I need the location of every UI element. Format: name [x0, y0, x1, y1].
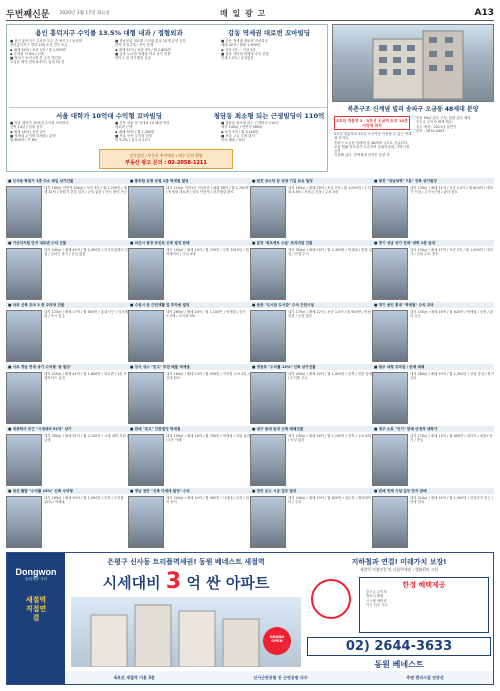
- listing-title: ■ 청주 소호 "인기" 판매 안정적 대학가: [372, 426, 494, 432]
- ad-column-3: [221, 39, 325, 60]
- body-line: 5호선 개롱역과 3호선 오금역을 이용할 수 있는 역세권 단지로,: [334, 132, 412, 141]
- listing-item: [6, 302, 128, 364]
- ad-line: ■ 정성구 포커스랑 간 주식 명건물: [10, 56, 62, 61]
- listing-title: ■ 가산디지털 단지 대로변 수익 건물: [6, 240, 128, 246]
- issue-date: 2020년 3월 17일 화요일: [59, 11, 110, 16]
- listing-title: ■ 풍부한 유명 상권 1층 역세권 빌딩: [128, 178, 250, 184]
- listing-item: [128, 302, 250, 364]
- listing-photo: [6, 186, 42, 238]
- listing-text: 대지 280㎡ / 매매 33억 / 월 1,350만 / 상권 중심 / 장기 임차: [410, 372, 494, 381]
- bottom-banner: [6, 552, 494, 685]
- apartment-illustration: [71, 597, 301, 667]
- headline-number: 3: [165, 569, 182, 594]
- listing-text: 대지 300㎡ / 매매 55억 / 월 2,300만 / 역세권 / 병원 입점 / 안정 수익: [288, 248, 372, 257]
- listing-photo: [250, 310, 286, 362]
- ad-line: 대로변 근생: [115, 125, 133, 130]
- ad-column-4: [10, 121, 110, 142]
- listing-item: [128, 426, 250, 488]
- listing-photo: [372, 434, 408, 486]
- listing-text: 대지 145㎡ / 매매 16억 / 월 620만 / 역세권 / 신축 / 관리 우수: [410, 310, 493, 319]
- benefit-item: 시스템 에어컨: [366, 598, 387, 603]
- section-title: 매 일 광 고: [220, 8, 267, 18]
- ad-line: ■ 강동 지하철 역세권 수익 건물: [221, 51, 269, 56]
- listing-item: [372, 488, 494, 550]
- listing-photo: [6, 248, 42, 300]
- ad-line: ■ 경남공업 대로변 수익형 통상 10개 분양 공간: [115, 39, 186, 43]
- listing-title: ■ 경남 천안 "신축 다세대 빌딩" 수익: [128, 488, 250, 494]
- listing-text: 대지 240㎡ / 매매 19억 / 월 820만 / 업무용 / 엘리베이터 / 주차: [288, 496, 371, 505]
- ad-line: ◆ 수익률 약 8% / 신축: [10, 51, 45, 56]
- body-line: 전용 59㎡ 위주 구성, 남향 위주 배치.: [416, 116, 472, 120]
- apartment-body-right: [416, 116, 494, 133]
- body-line: 송파구 오금동 일대에 총 48세대 규모로 공급된다.: [334, 140, 409, 145]
- listing-title: ■ 경기 용인 홍대 "역세권" 수익 꼬마: [372, 302, 494, 308]
- ad-line: ■ 청담동 최소형 되는 근생빌딩 110억: [221, 121, 279, 125]
- brand-bottom: 동원 베네스트: [374, 660, 424, 669]
- vertical-tagline: 새절역 직접연결: [25, 596, 47, 622]
- listing-text: 대지 130㎡ / 매매 21억 / 보증 1.5억 / 월 800만 / 대학가 인접 / 주거+근생 / 관리 양호: [410, 186, 493, 195]
- listing-item: [6, 426, 128, 488]
- ad-section-title-2: 청담동 최소형 되는 근생빌딩이 110억: [213, 112, 325, 120]
- ad-line: ■ 공장 도로변 역세권 학교 상가 건물: [115, 51, 171, 56]
- listing-photo: [6, 434, 42, 486]
- ad-line: ◆ 메매 52억 / 보증 3억 / 월 2,800만: [115, 47, 171, 52]
- listing-photo: [372, 248, 408, 300]
- listing-photo: [128, 496, 164, 548]
- benefit-item: 발코니 확장: [366, 594, 384, 599]
- listing-title: ■ 수원시 원 근린생활 업 투자용 빌딩: [128, 302, 250, 308]
- listing-text: 대지 330㎡ / 매매 51억 / 월 2,100만 / 시세 대비 저렴 / 급매: [44, 434, 128, 443]
- listing-text: 대지 165㎡ / 매매 29억 / 보증 2억 / 월 1,050만 / 수익률 4.5% / 신축급 건물 / 주차 5대: [288, 186, 371, 195]
- listing-title: ■ 천안 온수 시공 업무 빌딩: [250, 488, 372, 494]
- listing-title: ■ 대구 동대 임대 신축 매매건물: [250, 426, 372, 432]
- listing-title: ■ 대선 활발 "수익률 12%" 신축 수익형: [6, 488, 128, 494]
- body-line: 교통·생활 인프라가 우수하며 올림픽공원, 가락시장 등이: [334, 144, 410, 154]
- listing-photo: [128, 248, 164, 300]
- listing-photo: [128, 372, 164, 424]
- listing-title: ■ 분당 '최초센트 수급' 프리미엄 건물: [250, 240, 372, 246]
- benefits-box: [359, 577, 489, 633]
- listing-text: 대지 220㎡ / 매매 41억 / 월 1,800만 / 대로변 / 1층 프랜차이즈 입점: [44, 372, 127, 381]
- ad-line: ■ 역세권 수익형 다세대 / 분양: [10, 133, 56, 138]
- notice-phone: 부동산 광고 문의 : 02-2058-1211: [125, 160, 207, 166]
- listing-item: [372, 302, 494, 364]
- listing-photo: [372, 186, 408, 238]
- listing-item: [6, 364, 128, 426]
- brand-logo: Dongwon: [15, 567, 57, 577]
- listing-item: [372, 240, 494, 302]
- listing-item: [6, 240, 128, 302]
- benefit-item: 중도금 무이자: [366, 590, 387, 594]
- banner-right-title: 지하철과 연결! 미래가치 보장!: [351, 558, 447, 566]
- page-number: A13: [474, 8, 494, 18]
- ad-column-6: [221, 121, 325, 142]
- listing-title: ■ 동판 "도서관 도서관" 수익 근린시설: [250, 302, 372, 308]
- top-left-ad: [6, 24, 328, 172]
- body-line: 인접해 있다. 잔여세대 선착순 분양 중.: [334, 153, 391, 158]
- listing-text: 대지 170㎡ / 매매 15억 / 월 600만 / 대학가 / 원룸+상가 / 만실: [410, 434, 493, 443]
- banner-footer: [65, 671, 493, 684]
- listing-text: 대지 120㎡ / 매매 17억 / 월 650만 / 홍대 인근 / 리모델링 / 즉시 입주: [44, 310, 129, 319]
- listing-text: 대지 180㎡ 연면적 540㎡ / 보증 3억 / 월 1,200만 / 매매 32억 / 학원가 중심 입지 / 공실 없음 / 즉시 계약 가능: [44, 186, 127, 195]
- listing-grid: [6, 178, 494, 548]
- listing-text: 대지 260㎡ / 매매 24억 / 월 1,100만 / 역세권 / 상가+주택 / 수익률 5%: [166, 310, 246, 319]
- listing-photo: [250, 496, 286, 548]
- apartment-sub: 5호선 개롱역 3 · 5호선 오금역 도보 10분 거리에 위치: [334, 116, 410, 130]
- listing-title: ■ 서초 경남 연세 상가 수익형 '용 빌딩': [6, 364, 128, 370]
- listing-item: [250, 240, 372, 302]
- grand-open-label: GRAND OPEN: [269, 635, 285, 643]
- listing-text: 대지 155㎡ / 매매 19억 / 월 750만 / 신축 2019년 / 엘리베이터 / 주차 4대: [166, 248, 249, 257]
- ad-line: ◆ 지하 1층 ~ 지상 5층: [221, 47, 256, 52]
- top-right-ad: [332, 24, 494, 174]
- listing-title: ■ 판매 전체 시설 업무 단지 판매: [372, 488, 494, 494]
- ad-line: ■ 서울 대학가 10억대 수익형 꼬마빌딩: [10, 121, 69, 125]
- footer-item: 6호선 새절역 이용 3분: [114, 674, 155, 680]
- listing-photo: [128, 434, 164, 486]
- listing-title: ■ 마포 신축 꼬마 2 층 주차장 건물: [6, 302, 128, 308]
- ad-column-1: [10, 39, 110, 65]
- ad-line: ◆ 보증 5억 / 월 3,500만: [221, 129, 259, 134]
- listing-item: [6, 178, 128, 240]
- red-seal-icon: [311, 579, 351, 619]
- banner-kicker: 은평구 신사동 트리플역세권! 동원 베네스트 새절역: [107, 558, 265, 566]
- ad-section-title: 서울 대학가 10억대 수익형 꼬마빌딩: [55, 112, 162, 120]
- body-line: 중도금 무이자 혜택 제공.: [416, 120, 454, 125]
- listing-text: 대지 310㎡ / 매매 35억 / 월 1,500만 / 산업단지 인근 / 안정 임차: [410, 496, 493, 505]
- ad-line: 대지 140㎡ / 연면적 560㎡: [221, 125, 263, 130]
- listing-text: 대지 200㎡ / 매매 14억 / 월 580만 / 다세대 / 신축 / 관리 용이: [166, 496, 249, 505]
- listing-title: ■ 강서 성수 "웃고" 추천 매물 역세권: [128, 364, 250, 370]
- listing-photo: [6, 372, 42, 424]
- listing-title: ■ 판매 "로고" 간판빌딩 역세권: [128, 426, 250, 432]
- listing-text: 대지 230㎡ / 매매 26억 / 월 1,150만 / 신축 / 주차 6대 / 공실 없음: [288, 434, 371, 443]
- listing-photo: [250, 434, 286, 486]
- apartment-rendering: [71, 597, 301, 667]
- masthead: [6, 6, 494, 20]
- ad-line: ◆ 매매 34억 / 보증 1억 / 월 1,500만: [10, 47, 66, 52]
- header-rule: [6, 20, 494, 21]
- brand-sub: 동원개발 시티: [25, 577, 47, 581]
- listing-title: ■ 경기 성남 상가 전체 '대학 1층 임대': [372, 240, 494, 246]
- listing-photo: [372, 372, 408, 424]
- listing-title: ■ 마산시 광장 포인트 신축 빌딩 판매: [128, 240, 250, 246]
- listing-text: 대지 150㎡ / 매매 18억 / 월 700만 / 역세권 / 간판 효과 / 1층 카페: [166, 434, 251, 443]
- ad-line: 용인흥덕지구 경하 100 호실 전부 소유: [10, 43, 68, 48]
- listing-item: [250, 426, 372, 488]
- ad-line: 주업동 매각 전세 8.5억 / 임대 10 건: [10, 60, 65, 65]
- ad-line: 연세 1.2억 / 공실없음: [221, 56, 254, 61]
- ad-column-5: [115, 121, 215, 142]
- ad-line: ■ 서울 고급 주택 대지: [221, 133, 255, 138]
- listing-text: 대지 160㎡ / 매매 23억 / 월 950만 / 지하철 도보 3분 / 임대 완료: [166, 372, 249, 381]
- apartment-body-left: [334, 132, 412, 158]
- headline-post: 억 싼 아파트: [186, 574, 270, 592]
- building-photo: [332, 24, 494, 102]
- listing-title: ■ 신사동 학원가 1층 주소 매입 상가건물: [6, 178, 128, 184]
- ad-line: 잔여 호실 2개 / 전속 중개: [115, 43, 154, 48]
- listing-title: ■ 영등포 "수익률 13%" 신축 상가건물: [250, 364, 372, 370]
- ad-line: 바닥 1 건 리모델링 준공: [115, 56, 151, 61]
- notice-text: 장기상담 / 부동산 추천매물 / 매수 문의 환영: [129, 153, 203, 158]
- phone-number: 02) 2644-3633: [307, 637, 491, 656]
- listing-text: 대지 175㎡ / 매매 22억 / 보증 1.5억 / 월 900만 / 학원 밀집 / 공실 없음: [288, 310, 371, 319]
- listing-item: [372, 364, 494, 426]
- listing-photo: [6, 310, 42, 362]
- ad-line: 매매 42억 / 월세 1,900만: [221, 43, 261, 48]
- contact-notice: [99, 149, 233, 169]
- listing-item: [128, 488, 250, 550]
- listing-photo: [372, 496, 408, 548]
- listing-photo: [372, 310, 408, 362]
- ad-line: 단독 매물 / 협의: [221, 138, 246, 143]
- banner-headline: [71, 569, 301, 594]
- newspaper-logo: 두번째신문: [6, 9, 50, 20]
- ad-title: 용인 흥덕지구 수익률 13.5% 대형 내과 / 정형외과: [35, 29, 183, 37]
- ad-line: 월 600만 / 연 6%: [10, 138, 38, 143]
- listing-item: [372, 426, 494, 488]
- listing-item: [128, 178, 250, 240]
- building-illustration: [333, 25, 495, 103]
- ad-line: ■ 서울 신축 수익형 빌딩: [115, 133, 152, 138]
- ad-line: 신축 14년 / 임대 전부: [10, 125, 43, 130]
- apartment-title: 북촌구조 신계념 빌리 송파구 오금동 48세대 분양: [347, 106, 479, 113]
- ad-line: ◆ 매매 14억 / 보증 2억: [10, 129, 46, 134]
- headline-pre: 시세대비: [102, 574, 161, 592]
- listing-title: ■ 광진 "성남대역" 7분" 건축 상가빌딩: [372, 178, 494, 184]
- benefits-title: 한정 혜택제공: [402, 581, 446, 589]
- benefit-item: 즉시 입주 가능: [366, 602, 388, 607]
- listing-title: ■ 원진 코스닥 등 상장 기업 보유 빌딩: [250, 178, 372, 184]
- listing-photo: [6, 496, 42, 548]
- ad-line: 연 5.2% / 실투자 12억: [115, 138, 150, 143]
- listing-text: 대지 185㎡ / 매매 20억 / 월 1,000만 / 신축 / 수익률 12% / 역세권: [44, 496, 124, 505]
- listing-photo: [250, 186, 286, 238]
- listing-item: [128, 240, 250, 302]
- footer-item: 신사근린공원 등 근린공원 다수: [253, 674, 308, 680]
- ad-line: ◆ 매매 30억 / 월 1,300만: [115, 129, 155, 134]
- footer-item: 주변 편의시설 연장선: [406, 674, 444, 680]
- listing-item: [250, 178, 372, 240]
- ad-line: ■ 강북 서울 경 임대료 10 메매 빌딩: [115, 121, 170, 125]
- listing-text: 대지 210㎡ 지하1층 지상5층 / 매매 38억 / 월 1,700만 / 역세권 대로변 / 임차 안정적 / 리모델링 완료: [166, 186, 249, 195]
- listing-title: ■ 세종학사 부근 "시세대비 51억" 상가: [6, 426, 128, 432]
- body-line: 문의 : 1670-4453: [416, 128, 445, 133]
- listing-text: 대지 240㎡ / 매매 45억 / 월 2,000만 / 지식산업센터 인접 / 임차인 장기 / 공실 없음: [44, 248, 128, 257]
- listing-item: [128, 364, 250, 426]
- body-line: 입주 예정 : 2021년 상반기: [416, 124, 457, 129]
- brand-panel: [7, 553, 65, 684]
- listing-text: 대지 200㎡ / 매매 30억 / 월 1,450만 / 신축 / 전층 임대 / 수익률 우수: [288, 372, 372, 381]
- listing-item: [250, 302, 372, 364]
- listing-text: 대지 190㎡ / 매매 27억 / 보증 2억 / 월 1,000만 / 대학가 / 임대 수요 풍부: [410, 248, 493, 257]
- listing-item: [6, 488, 128, 550]
- listing-photo: [128, 186, 164, 238]
- listing-title: ■ 광주 대형 프라임 / 판매 매매: [372, 364, 494, 370]
- listing-photo: [250, 372, 286, 424]
- listing-item: [250, 488, 372, 550]
- listing-photo: [250, 248, 286, 300]
- banner-right-sub: 새절역 직접연결 및 더블역세권 / 생활편의 시설: [359, 567, 439, 572]
- listing-item: [250, 364, 372, 426]
- ad-title-2: 강동 역세권 대로변 꼬마빌딩: [227, 29, 311, 37]
- ad-line: ■ 용인 흥덕지구 주차장 모두 층 용인 2 / 동현역: [10, 39, 82, 43]
- listing-photo: [128, 310, 164, 362]
- ad-line: ■ 강동 역세권 대로변 꼬마빌딩: [221, 39, 268, 43]
- ad-column-2: [115, 39, 215, 60]
- listing-item: [372, 178, 494, 240]
